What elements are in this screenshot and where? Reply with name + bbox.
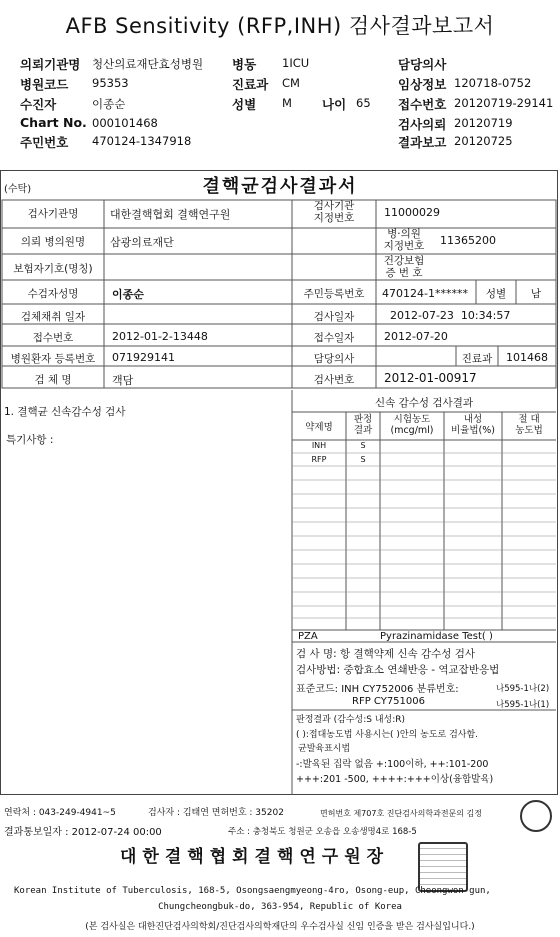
result-title: 신속 감수성 검사결과	[375, 397, 473, 409]
method-line: -:발육된 집락 없음 +:100이하, ++:101-200	[296, 759, 489, 770]
cell-value: 객담	[112, 374, 134, 387]
method-line: 나595-1나(1)	[496, 700, 550, 710]
method-line: 검사방법: 중합효소 연쇄반응 - 역교잡반응법	[296, 664, 500, 676]
drug-name: RFP	[311, 455, 327, 464]
field-label: Chart No.	[20, 115, 87, 130]
drug-result: S	[360, 455, 366, 464]
cell-label: 수검자성명	[27, 288, 79, 300]
cell-value: 삼광의료재단	[110, 236, 174, 249]
cell-value: 071929141	[112, 351, 175, 364]
col-header: 내성 비율법(%)	[451, 414, 495, 436]
field-value: 이종순	[92, 97, 126, 111]
col-header: 절 대 농도법	[515, 414, 543, 436]
field-value: 청산의료재단효성병원	[92, 57, 204, 71]
col-header: 약제명	[305, 422, 333, 433]
field-label: 의뢰기관명	[20, 57, 81, 72]
cell-value: 101468	[506, 351, 548, 364]
org-address-en: Korean Institute of Tuberculosis, 168-5, Osongsaengmyeong-4ro, Osong-eup, Cheongwon-gun,	[14, 886, 491, 896]
col-header: 시험농도 (mcg/ml)	[390, 414, 434, 436]
field-label: 병원코드	[20, 77, 69, 92]
field-value: 20120719	[454, 116, 513, 130]
method-line: 균발육표시법	[298, 744, 351, 754]
cell-value: 11000029	[384, 206, 440, 219]
certification-note: (본 검사실은 대한진단검사의학회/진단검사의학재단의 우수검사실 신임 인증을 받은 검사실입니다.)	[85, 922, 475, 932]
field-label: 결과보고	[398, 135, 447, 150]
method-line: 검 사 명: 항 결핵약제 신속 감수성 검사	[296, 648, 476, 660]
contact: 연락처 : 043-249-4941~5	[4, 808, 116, 818]
field-value: 470124-1347918	[92, 134, 192, 148]
cell-label: 병·의원 지정번호	[383, 228, 425, 252]
field-value: 65	[356, 96, 371, 110]
cell-value: 2012-01-2-13448	[112, 330, 208, 343]
section-item: 특기사항 :	[6, 434, 54, 446]
org-address-en: Chungcheongbuk-do, 363-954, Republic of Korea	[158, 902, 402, 912]
method-line: +++:201 -500, ++++:+++이상(융합발육)	[296, 774, 494, 785]
field-value: 20120719-29141	[454, 96, 554, 110]
cell-label: 검 체 명	[34, 374, 72, 386]
cell-label: 검사번호	[313, 374, 355, 386]
report-date: 결과통보일자 : 2012-07-24 00:00	[4, 827, 162, 838]
cell-value: 2012-07-20	[384, 330, 448, 343]
cell-value: 2012-07-23 10:34:57	[390, 309, 511, 322]
field-label: 검사의뢰	[398, 117, 447, 132]
cell-value: 11365200	[440, 234, 496, 247]
cell-label: 의뢰 병의원명	[20, 236, 86, 248]
cell-label: 병원환자 등록번호	[10, 353, 96, 365]
drug-result: S	[360, 441, 366, 450]
cell-value: 470124-1******	[382, 287, 468, 300]
field-label: 주민번호	[20, 135, 69, 150]
license: 면허번호 제707호 진단검사의학과전문의 김정	[320, 809, 483, 818]
pza-value: Pyrazinamidase Test( )	[380, 631, 493, 642]
official-stamp-icon	[418, 842, 468, 892]
cell-value: 이종순	[112, 288, 144, 301]
corner-label: (수탁)	[4, 184, 32, 195]
field-label: 진료과	[232, 77, 269, 92]
cell-label: 접수번호	[32, 332, 74, 344]
cell-value: 대한결핵협회 결핵연구원	[110, 208, 231, 221]
org-name: 대한결핵협회결핵연구원장	[120, 847, 390, 867]
pza-label: PZA	[298, 631, 318, 642]
field-label: 담당의사	[398, 57, 447, 72]
field-label: 나이	[322, 97, 347, 112]
tester: 검사자 : 김태연 면허번호 : 35202	[148, 808, 284, 818]
field-value: 95353	[92, 76, 129, 90]
field-value: CM	[282, 76, 300, 90]
cell-label: 보험자기호(명칭)	[13, 263, 93, 275]
field-label: 수진자	[20, 97, 57, 112]
method-line: 나595-1나(2)	[496, 684, 550, 694]
cell-label: 담당의사	[313, 353, 355, 365]
field-value: M	[282, 96, 292, 110]
cell-label: 건강보험 증 번 호	[383, 255, 425, 279]
method-line: 판정결과 (감수성:S 내성:R)	[296, 715, 406, 725]
cell-label: 주민등록번호	[303, 288, 365, 300]
field-label: 임상정보	[398, 77, 447, 92]
cell-value: 2012-01-00917	[384, 371, 477, 385]
cell-label: 검사일자	[313, 311, 355, 323]
section-item: 1. 결핵균 신속감수성 검사	[4, 406, 126, 418]
method-line: 표준코드: INH CY752006 분류번호:	[296, 684, 459, 695]
field-value: 000101468	[92, 116, 158, 130]
address: 주소 : 충청북도 청원군 오송읍 오송생명4로 168-5	[228, 827, 417, 837]
field-label: 성별	[232, 97, 257, 112]
field-value: 20120725	[454, 134, 513, 148]
cell-label: 접수일자	[313, 332, 355, 344]
col-header: 판정 결과	[353, 414, 373, 436]
field-value: 120718-0752	[454, 76, 532, 90]
cell-label: 검사기관 지정번호	[313, 200, 355, 224]
seal-icon	[520, 800, 552, 832]
cell-label: 성별	[485, 288, 507, 300]
method-line: ( ):접대농도법 사용시는( )안의 농도로 검사함.	[296, 730, 479, 740]
method-line: RFP CY751006	[352, 696, 425, 707]
field-label: 접수번호	[398, 97, 447, 112]
cell-label: 검체채취 일자	[20, 311, 86, 323]
cell-label: 검사기관명	[27, 208, 79, 220]
field-label: 병동	[232, 57, 257, 72]
cell-value: 남	[530, 288, 542, 300]
drug-name: INH	[311, 441, 327, 450]
form-title: 결핵균검사결과서	[202, 176, 358, 197]
report-title: AFB Sensitivity (RFP,INH) 검사결과보고서	[65, 14, 495, 38]
cell-label: 진료과	[461, 353, 493, 365]
field-value: 1ICU	[282, 56, 310, 70]
